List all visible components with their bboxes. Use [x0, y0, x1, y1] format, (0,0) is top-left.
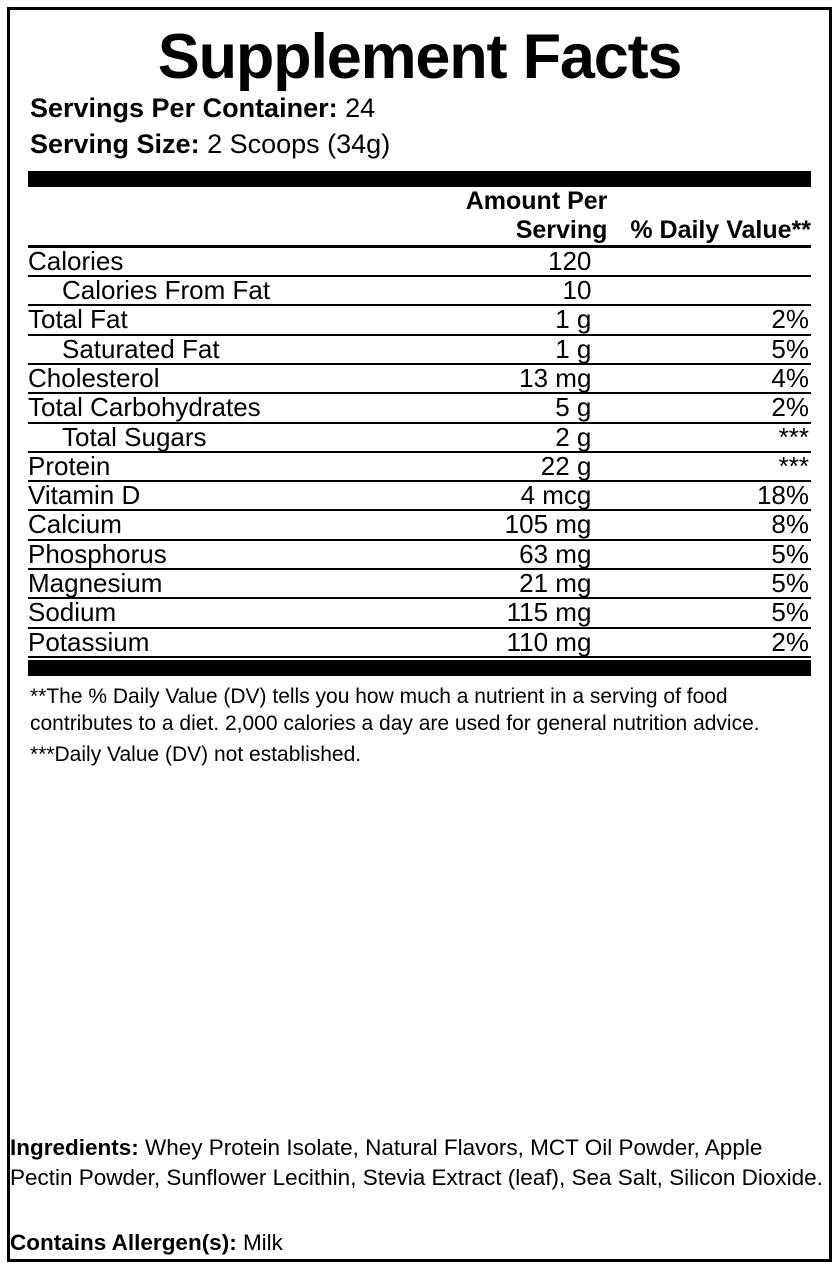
allergens-section — [10, 1228, 283, 1257]
servings-per-container — [30, 91, 811, 127]
nutrient-amount: 120 — [373, 246, 608, 276]
nutrient-amount: 2 g — [373, 423, 608, 452]
table-row — [28, 452, 811, 481]
nutrient-daily-value: 2% — [607, 393, 811, 422]
nutrient-amount: 22 g — [373, 452, 608, 481]
table-row — [28, 276, 811, 305]
ingredients-label: Ingredients: — [10, 1135, 139, 1160]
nutrient-name: Magnesium — [28, 569, 373, 598]
nutrient-daily-value: 18% — [607, 481, 811, 510]
table-row — [28, 481, 811, 510]
table-row — [28, 246, 811, 276]
ingredients-section — [10, 1133, 831, 1192]
nutrient-name: Sodium — [28, 598, 373, 627]
nutrient-name: Cholesterol — [28, 364, 373, 393]
nutrient-daily-value: 5% — [607, 540, 811, 569]
serving-size-value: 2 Scoops (34g) — [207, 128, 391, 159]
nutrient-name: Calories — [28, 246, 373, 276]
nutrient-amount: 1 g — [373, 335, 608, 364]
table-row — [28, 540, 811, 569]
nutrient-daily-value: *** — [607, 452, 811, 481]
table-row — [28, 305, 811, 334]
allergens-label: Contains Allergen(s): — [10, 1230, 237, 1255]
nutrient-amount: 13 mg — [373, 364, 608, 393]
nutrient-name: Phosphorus — [28, 540, 373, 569]
nutrient-name: Total Fat — [28, 305, 373, 334]
nutrient-daily-value: 5% — [607, 598, 811, 627]
column-header-nutrient — [28, 187, 373, 247]
nutrient-amount: 115 mg — [373, 598, 608, 627]
table-row — [28, 364, 811, 393]
nutrient-name: Total Sugars — [28, 423, 373, 452]
nutrient-daily-value: 5% — [607, 569, 811, 598]
nutrient-name: Protein — [28, 452, 373, 481]
servings-per-container-value: 24 — [345, 93, 376, 123]
nutrient-amount: 63 mg — [373, 540, 608, 569]
nutrient-name: Potassium — [28, 628, 373, 657]
nutrition-table — [28, 187, 811, 658]
servings-per-container-label: Servings Per Container: — [30, 93, 338, 123]
allergens-text: Milk — [236, 1230, 283, 1255]
nutrient-name: Calories From Fat — [28, 276, 373, 305]
nutrient-amount: 4 mcg — [373, 481, 608, 510]
page-title: Supplement Facts — [157, 22, 682, 92]
nutrient-daily-value: 4% — [607, 364, 811, 393]
table-row — [28, 423, 811, 452]
table-row — [28, 628, 811, 657]
nutrient-name: Total Carbohydrates — [28, 393, 373, 422]
table-row — [28, 393, 811, 422]
ingredients-text: Whey Protein Isolate, Natural Flavors, MCT Oil Powder, Apple Pectin Powder, Sunflower Lecithin, Stevia Extract (leaf), Sea Salt, Silicon Dioxide. — [10, 1135, 823, 1190]
column-header-daily-value: % Daily Value** — [607, 187, 811, 247]
nutrient-amount: 105 mg — [373, 510, 608, 539]
nutrient-daily-value: 2% — [607, 628, 811, 657]
footnote-daily-value: **The % Daily Value (DV) tells you how much a nutrient in a serving of food contributes to a diet. 2,000 calories a day are used for general nutrition advice. — [30, 684, 760, 735]
serving-size-label: Serving Size: — [30, 128, 200, 159]
table-row — [28, 569, 811, 598]
nutrient-daily-value: 8% — [607, 510, 811, 539]
nutrient-amount: 5 g — [373, 393, 608, 422]
nutrient-amount: 10 — [373, 276, 608, 305]
nutrient-name: Vitamin D — [28, 481, 373, 510]
column-header-amount: Amount Per Serving — [373, 187, 608, 247]
table-row — [28, 598, 811, 627]
divider-thick-bottom — [28, 660, 811, 676]
nutrient-daily-value: 2% — [607, 305, 811, 334]
serving-size — [30, 127, 811, 163]
footnote-not-established: ***Daily Value (DV) not established. — [30, 742, 362, 766]
nutrient-amount: 110 mg — [373, 628, 608, 657]
table-header-row — [28, 187, 811, 247]
nutrient-daily-value — [607, 246, 811, 276]
table-row — [28, 510, 811, 539]
nutrient-name: Calcium — [28, 510, 373, 539]
nutrient-amount: 1 g — [373, 305, 608, 334]
table-row — [28, 335, 811, 364]
nutrient-amount: 21 mg — [373, 569, 608, 598]
nutrient-daily-value: *** — [607, 423, 811, 452]
divider-thick-top — [28, 171, 811, 187]
nutrient-daily-value: 5% — [607, 335, 811, 364]
supplement-facts-panel — [7, 7, 832, 1262]
nutrient-daily-value — [607, 276, 811, 305]
nutrient-name: Saturated Fat — [28, 335, 373, 364]
